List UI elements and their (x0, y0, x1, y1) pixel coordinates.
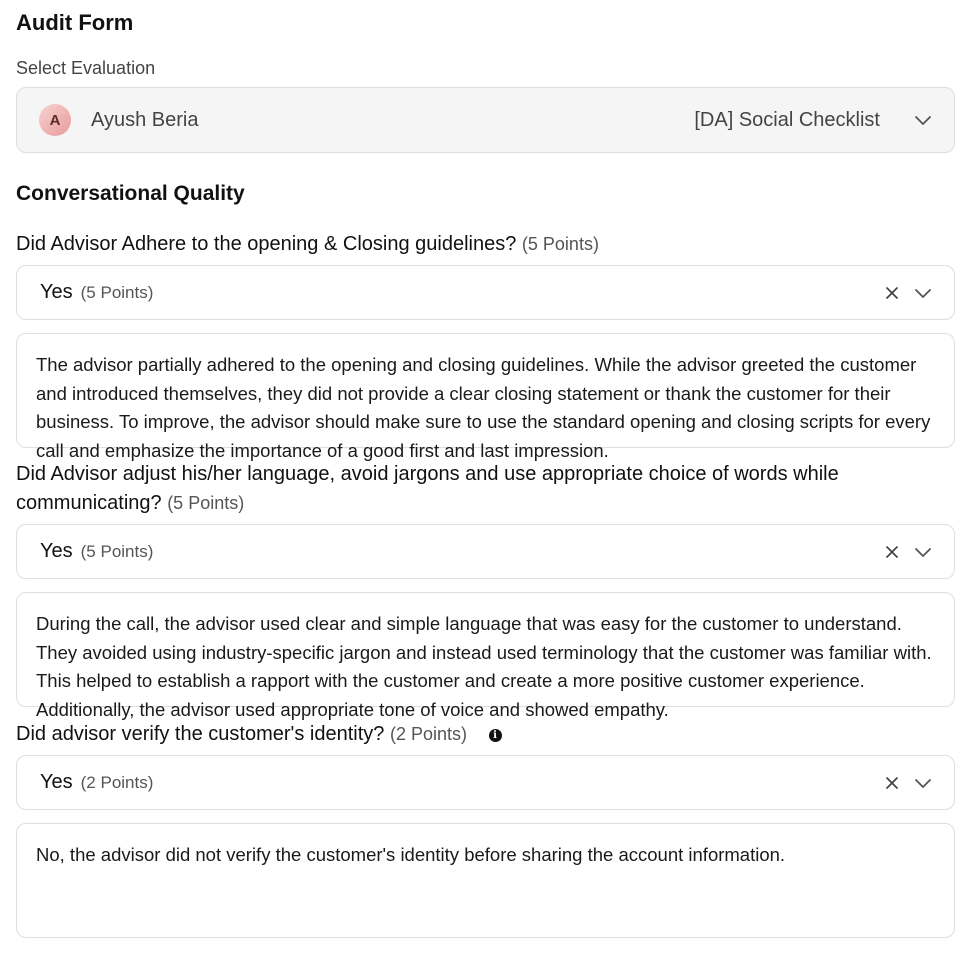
comment-textarea-1[interactable]: The advisor partially adhered to the opening and closing guidelines. While the advisor greeted the customer and introduced themselves, they did not provide a clear closing statement or thank the customer for their business. To improve, the advisor should make sure to use the standard opening and closing scripts for every call and emphasize the importance of a good first and last impression. (16, 333, 955, 448)
question-text: Did advisor verify the customer's identity? (16, 723, 385, 745)
comment-textarea-3[interactable]: No, the advisor did not verify the customer's identity before sharing the account information. (16, 823, 955, 938)
evaluation-user-name: Ayush Beria (91, 108, 199, 131)
chevron-down-icon[interactable] (914, 543, 932, 561)
answer-points: (5 Points) (80, 541, 154, 561)
form-title: Audit Form (16, 10, 134, 35)
question-3 (16, 720, 955, 749)
section-title: Conversational Quality (16, 182, 245, 205)
chevron-down-icon[interactable] (914, 774, 932, 792)
answer-select-2[interactable] (16, 524, 955, 579)
close-icon[interactable] (884, 544, 900, 560)
answer-select-1[interactable] (16, 265, 955, 320)
evaluation-select[interactable] (16, 87, 955, 153)
answer-value: Yes (40, 771, 73, 793)
answer-select-3[interactable] (16, 755, 955, 810)
question-2 (16, 460, 955, 518)
question-points: (5 Points) (521, 234, 599, 254)
info-icon[interactable]: i (489, 729, 502, 742)
answer-points: (2 Points) (80, 772, 154, 792)
chevron-down-icon[interactable] (914, 284, 932, 302)
answer-value: Yes (40, 281, 73, 303)
avatar: A (39, 104, 71, 136)
comment-textarea-2[interactable]: During the call, the advisor used clear and simple language that was easy for the customer to understand. They avoided using industry-specific jargon and instead used terminology that the customer was familiar with. This helped to establish a rapport with the customer and create a more positive customer experience. Additionally, the advisor used appropriate tone of voice and showed empathy. (16, 592, 955, 707)
question-1 (16, 230, 955, 259)
question-points: (2 Points) (389, 724, 468, 744)
close-icon[interactable] (884, 285, 900, 301)
answer-points: (5 Points) (80, 282, 154, 302)
question-points: (5 Points) (167, 493, 245, 513)
close-icon[interactable] (884, 775, 900, 791)
select-evaluation-label: Select Evaluation (16, 58, 156, 78)
question-text: Did Advisor adjust his/her language, avoid jargons and use appropriate choice of words while communicating? (16, 463, 839, 514)
answer-value: Yes (40, 540, 73, 562)
question-text: Did Advisor Adhere to the opening & Closing guidelines? (16, 233, 517, 255)
chevron-down-icon[interactable] (914, 111, 932, 129)
evaluation-checklist-name: [DA] Social Checklist (694, 108, 880, 131)
